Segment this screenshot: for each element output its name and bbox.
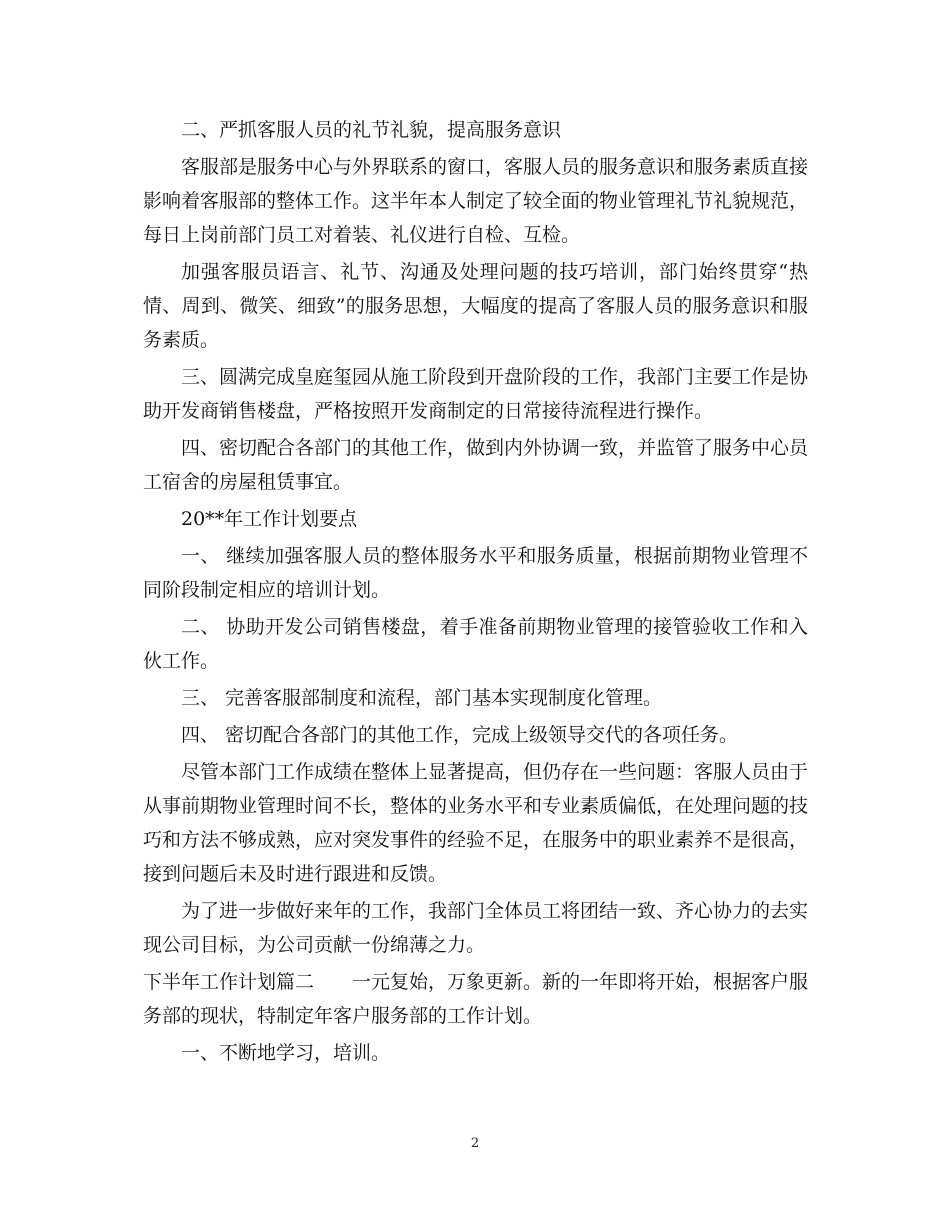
paragraph: 为了进一步做好来年的工作，我部门全体员工将团结一致、齐心协力的去实现公司目标，为公司贡献一份绵薄之力。: [143, 900, 809, 956]
paragraph: 三、圆满完成皇庭玺园从施工阶段到开盘阶段的工作，我部门主要工作是协助开发商销售楼盘，严格按照开发商制定的日常接待流程进行操作。: [143, 366, 809, 422]
plan-item: 四、 密切配合各部门的其他工作，完成上级领导交代的各项任务。: [181, 724, 739, 746]
paragraph: 尽管本部门工作成绩在整体上显著提高，但仍存在一些问题：客服人员由于从事前期物业管理时间不长，整体的业务水平和专业素质偏低，在处理问题的技巧和方法不够成熟，应对突发事件的经验不足，在服务中的职业素养不是很高，接到问题后未及时进行跟进和反馈。: [143, 761, 809, 885]
plan-item: 二、 协助开发公司销售楼盘，着手准备前期物业管理的接管验收工作和入伙工作。: [143, 616, 808, 672]
paragraph: 二、严抓客服人员的礼节礼貌，提高服务意识: [181, 119, 562, 141]
paragraph: 加强客服员语言、礼节、沟通及处理问题的技巧培训，部门始终贯穿“热情、周到、微笑、细致”的服务思想，大幅度的提高了客服人员的服务意识和服务素质。: [143, 261, 808, 351]
document-body: [143, 113, 808, 1073]
paragraph: 一、不断地学习，培训。: [181, 1042, 391, 1064]
plan-item: 三、 完善客服部制度和流程，部门基本实现制度化管理。: [181, 687, 663, 709]
page-number: 2: [470, 1136, 480, 1151]
plan-item: 一、 继续加强客服人员的整体服务水平和服务质量，根据前期物业管理不同阶段制定相应的培训计划。: [143, 545, 808, 601]
paragraph: 客服部是服务中心与外界联系的窗口，客服人员的服务意识和服务素质直接影响着客服部的整体工作。这半年本人制定了较全面的物业管理礼节礼貌规范，每日上岗前部门员工对着装、礼仪进行自检、互检。: [143, 156, 809, 246]
section-heading: 20**年工作计划要点: [181, 508, 358, 530]
section-title-paragraph: 下半年工作计划篇二 一元复始，万象更新。新的一年即将开始，根据客户服务部的现状，特制定年客户服务部的工作计划。: [143, 971, 809, 1027]
paragraph: 四、密切配合各部门的其他工作，做到内外协调一致，并监管了服务中心员工宿舍的房屋租赁事宜。: [143, 437, 809, 493]
